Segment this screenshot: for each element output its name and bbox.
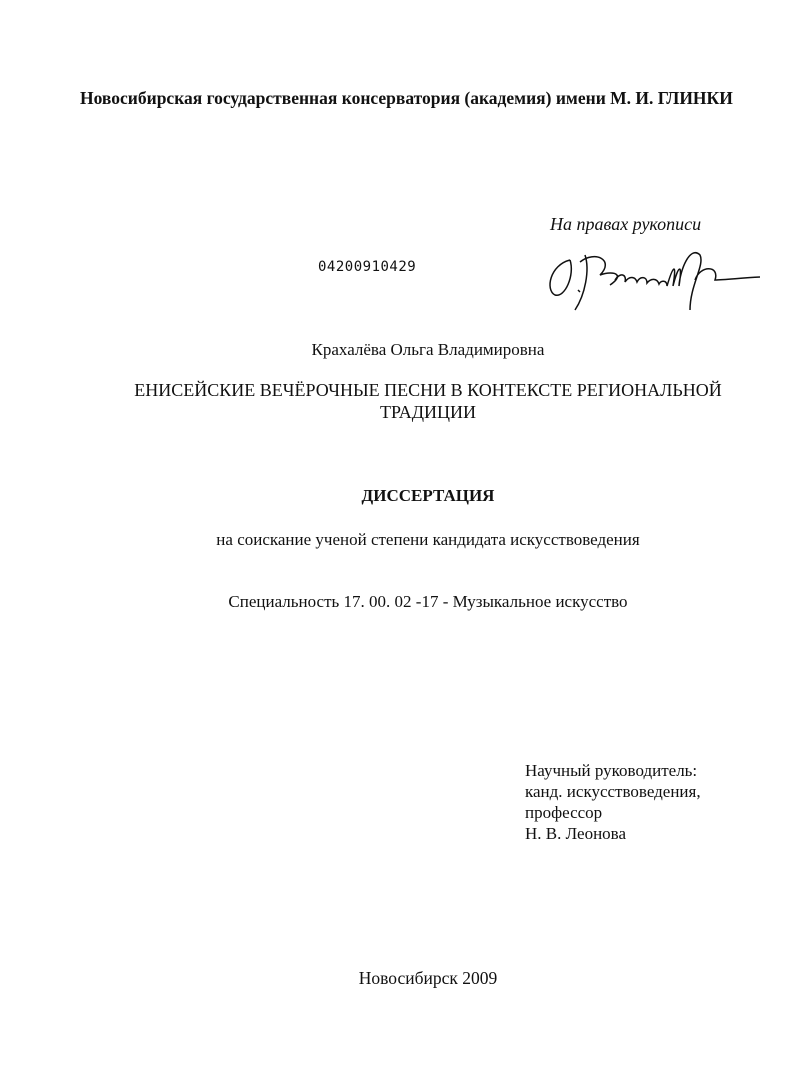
city-year: Новосибирск 2009 [358, 968, 498, 988]
supervisor-name: Н. В. Леонова [525, 824, 627, 843]
supervisor-degree: канд. искусствоведения, [525, 782, 701, 801]
degree-statement: на соискание ученой степени кандидата искусствоведения [216, 530, 640, 549]
specialty: Специальность 17. 00. 02 -17 - Музыкальное искусство [228, 592, 628, 611]
author-name: Крахалёва Ольга Владимировна [311, 340, 545, 359]
document-type: ДИССЕРТАЦИЯ [361, 486, 495, 505]
supervisor-label: Научный руководитель: [525, 761, 698, 780]
rights-note: На правах рукописи [550, 214, 702, 234]
supervisor-title: профессор [525, 803, 603, 822]
registration-number: 04200910429 [318, 259, 417, 275]
dissertation-title-line-1: ЕНИСЕЙСКИЕ ВЕЧЁРОЧНЫЕ ПЕСНИ В КОНТЕКСТЕ РЕГИОНАЛЬНОЙ [134, 380, 722, 400]
author-signature [540, 240, 765, 315]
dissertation-title-line-2: ТРАДИЦИИ [380, 402, 476, 422]
institution-header: Новосибирская государственная консерватория (академия) имени М. И. ГЛИНКИ [80, 88, 733, 108]
supervisor-block [525, 760, 701, 844]
